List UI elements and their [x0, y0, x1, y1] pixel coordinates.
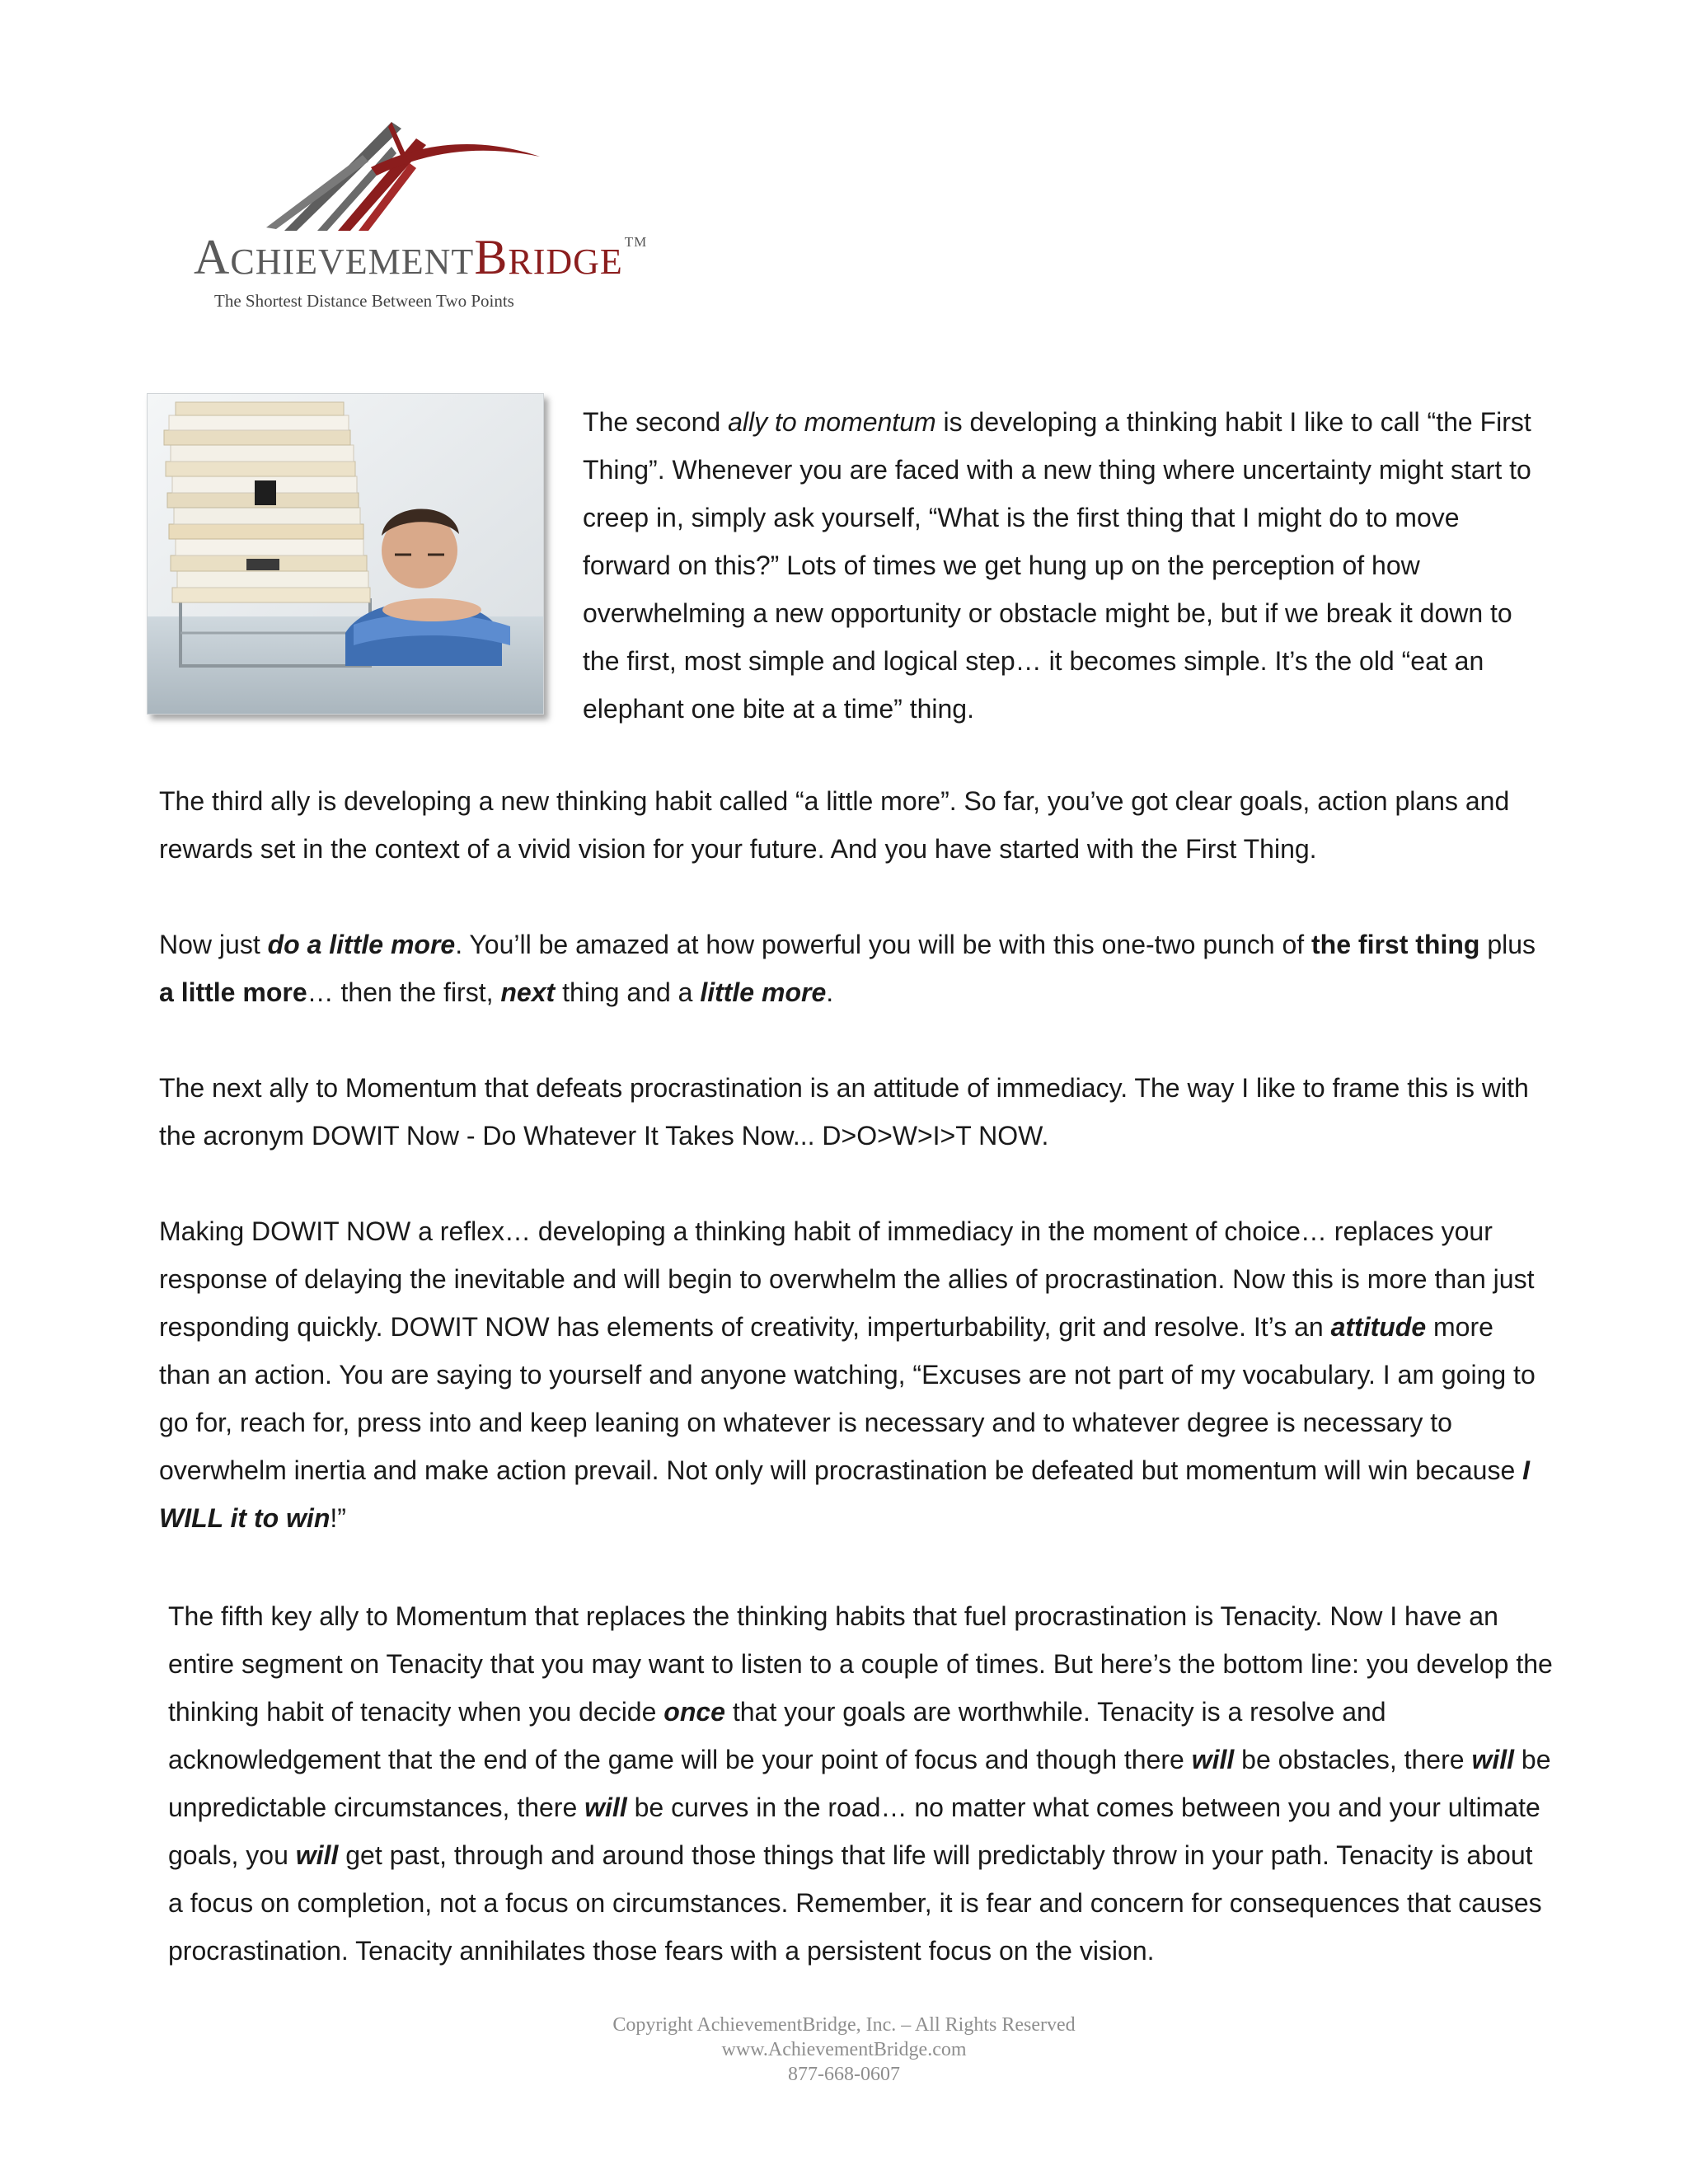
- footer-website: www.AchievementBridge.com: [721, 2039, 967, 2060]
- paragraph-tenacity: The fifth key ally to Momentum that replaces the thinking habits that fuel procrastination is Tenacity. Now I have an entire segment on Tenacity that you may want to listen to a couple of times. But here’s the bottom line: you develop the thinking habit of tenacity when you decide once that your goals are worthwhile. Tenacity is a resolve and acknowledgement that the end of the game will be your point of focus and though there will be obstacles, there will be unpredictable circumstances, there will be curves in the road… no matter what comes between you and your ultimate goals, you will get past, through and around those things that life will predictably throw in your path. Tenacity is about a focus on completion, not a focus on circumstances. Remember, it is fear and concern for consequences that causes procrastination. Tenacity annihilates those fears with a persistent focus on the vision.: [168, 1601, 1553, 1966]
- footer-copyright: Copyright AchievementBridge, Inc. – All Rights Reserved: [612, 2014, 1076, 2036]
- trademark-mark: TM: [624, 234, 648, 250]
- man-with-paper-stack-photo: [147, 393, 544, 715]
- paragraph-dowit-reflex: Making DOWIT NOW a reflex… developing a thinking habit of immediacy in the moment of choice… replaces your response of delaying the inevitable and will begin to overwhelm the allies of procrastination. Now this is more than just responding quickly. DOWIT NOW has elements of creativity, imperturbability, grit and resolve. It’s an attitude more than an action. You are saying to yourself and anyone watching, “Excuses are not part of my vocabulary. I am going to go for, reach for, press into and keep leaning on whatever is necessary and to whatever degree is necessary to overwhelm inertia and make action prevail. Not only will procrastination be defeated but momentum will win because I WILL it to win!”: [159, 1216, 1536, 1533]
- paragraph-first-thing: The second ally to momentum is developing a thinking habit I like to call “the First Thing”. Whenever you are faced with a new thing where uncertainty might start to creep in, simply ask yourself, “What is the first thing that I might do to move forward on this?” Lots of times we get hung up on the perception of how overwhelming a new opportunity or obstacle might be, but if we break it down to the first, most simple and logical step… it becomes simple. It’s the old “eat an elephant one bite at a time” thing.: [583, 407, 1531, 724]
- achievementbridge-logo: [194, 122, 648, 316]
- body-text: [159, 777, 1552, 1590]
- logo-tagline: The Shortest Distance Between Two Points: [214, 291, 514, 311]
- paragraph-dowit-now: The next ally to Momentum that defeats procrastination is an attitude of immediacy. The way I like to frame this is with the acronym DOWIT Now - Do Whatever It Takes Now... D>O>W>I>T NOW.: [159, 1073, 1529, 1151]
- bridge-arch-icon: [194, 122, 540, 233]
- paragraph-do-a-little-more: Now just do a little more. You’ll be amazed at how powerful you will be with this one-two punch of the first thing plus a little more… then the first, next thing and a little more.: [159, 930, 1536, 1007]
- footer-phone: 877-668-0607: [788, 2064, 900, 2085]
- brand-name: ACHIEVEMENTBRIDGE TM: [194, 230, 648, 284]
- paragraph-a-little-more: The third ally is developing a new thinking habit called “a little more”. So far, you’ve got clear goals, action plans and rewards set in the context of a vivid vision for your future. And you have started with the First Thing.: [159, 786, 1510, 864]
- page-footer: [0, 2013, 1688, 2087]
